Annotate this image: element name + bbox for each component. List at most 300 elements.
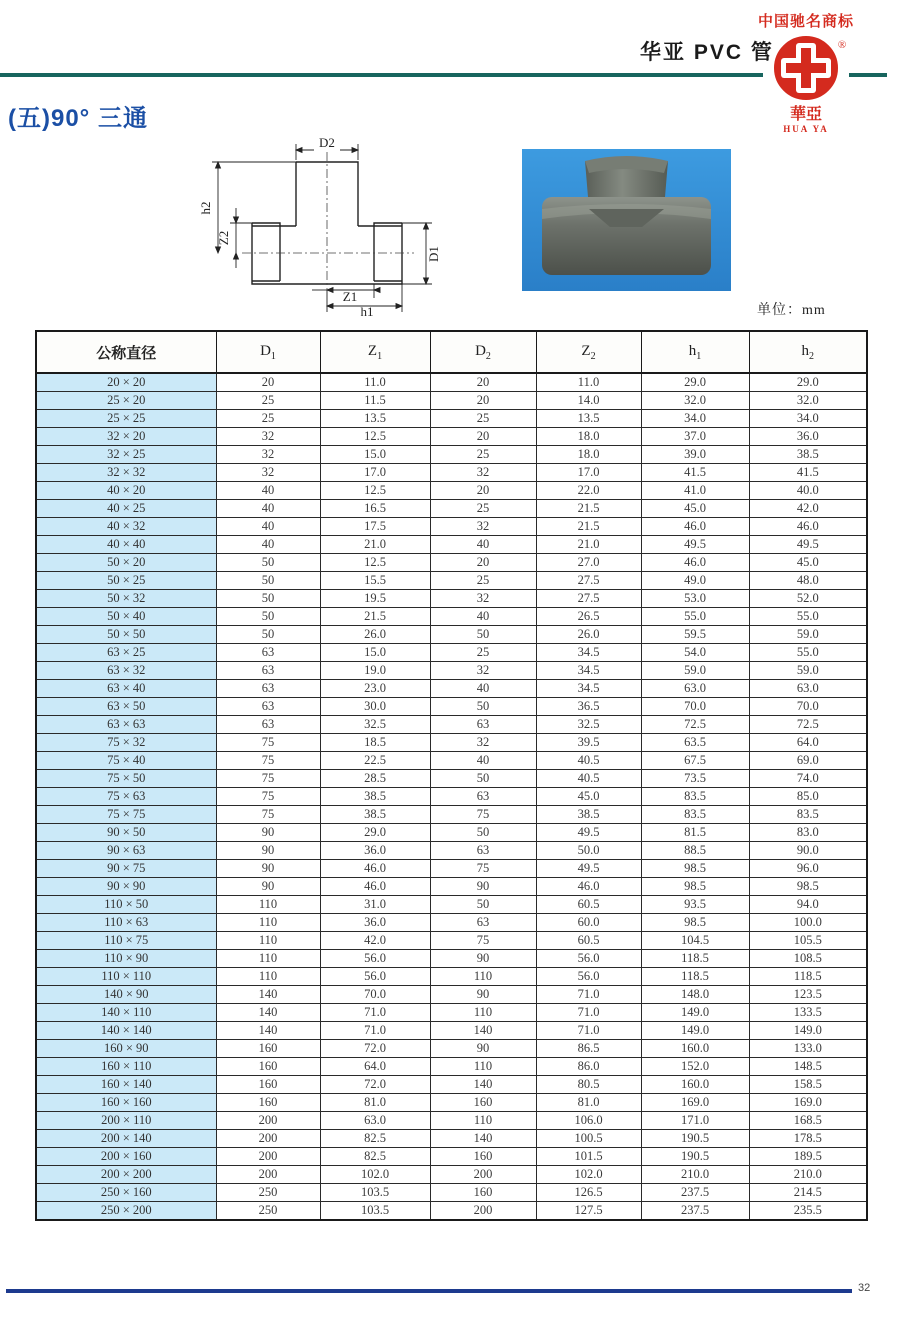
cell: 72.5 [749,716,867,734]
cell: 40 [216,500,320,518]
table-row [36,788,867,806]
cell: 45.0 [536,788,641,806]
cell: 38.5 [320,806,430,824]
cell: 32.5 [320,716,430,734]
cell: 13.5 [320,410,430,428]
cell: 20 [430,482,536,500]
cell: 250 [216,1202,320,1221]
table-row [36,392,867,410]
table-row [36,1130,867,1148]
table-row [36,716,867,734]
table-row [36,644,867,662]
cell: 70.0 [641,698,749,716]
cell: 46.0 [641,554,749,572]
cell: 160 [216,1058,320,1076]
cell: 168.5 [749,1112,867,1130]
cell: 12.5 [320,554,430,572]
cell: 56.0 [536,950,641,968]
row-label: 160 × 160 [36,1094,216,1112]
cell: 15.0 [320,644,430,662]
cell: 45.0 [749,554,867,572]
cell: 140 [216,1004,320,1022]
cell: 160 [430,1148,536,1166]
cell: 110 [216,968,320,986]
cell: 123.5 [749,986,867,1004]
cell: 140 [430,1130,536,1148]
cell: 12.5 [320,482,430,500]
unit-label: 单位：mm [757,303,826,318]
table-row [36,860,867,878]
column-header: $Z_1$ [320,331,430,373]
cell: 106.0 [536,1112,641,1130]
cell: 190.5 [641,1130,749,1148]
cell: 26.5 [536,608,641,626]
cell: 190.5 [641,1148,749,1166]
cell: 90 [430,878,536,896]
cell: 75 [430,860,536,878]
cell: 82.5 [320,1148,430,1166]
row-label: 200 × 110 [36,1112,216,1130]
huaya-logo-icon [762,26,854,138]
cell: 81.0 [320,1094,430,1112]
row-label: 50 × 50 [36,626,216,644]
cell: 127.5 [536,1202,641,1221]
cell: 118.5 [749,968,867,986]
row-label: 50 × 25 [36,572,216,590]
cell: 60.5 [536,896,641,914]
table-row [36,1040,867,1058]
cell: 29.0 [320,824,430,842]
cell: 110 [216,932,320,950]
row-label: 50 × 32 [36,590,216,608]
table-row [36,968,867,986]
cell: 23.0 [320,680,430,698]
table-row [36,410,867,428]
cell: 110 [216,914,320,932]
table-row [36,536,867,554]
row-label: 110 × 110 [36,968,216,986]
section-title: (五)90° 三通 [8,105,148,132]
cell: 67.5 [641,752,749,770]
cell: 63 [216,716,320,734]
dim-label-z1: Z1 [342,289,358,304]
cell: 18.0 [536,428,641,446]
row-label: 25 × 20 [36,392,216,410]
cell: 100.0 [749,914,867,932]
cell: 40 [216,518,320,536]
cell: 32.5 [536,716,641,734]
row-label: 75 × 40 [36,752,216,770]
cell: 72.0 [320,1076,430,1094]
table-row [36,1022,867,1040]
cell: 98.5 [641,860,749,878]
table-row [36,554,867,572]
cell: 32 [216,446,320,464]
cell: 140 [216,1022,320,1040]
cell: 20 [430,428,536,446]
table-row [36,842,867,860]
cell: 160.0 [641,1076,749,1094]
cell: 110 [430,1058,536,1076]
cell: 90 [216,824,320,842]
cell: 39.5 [536,734,641,752]
table-row [36,1166,867,1184]
row-label: 140 × 90 [36,986,216,1004]
cell: 19.5 [320,590,430,608]
row-label: 63 × 32 [36,662,216,680]
cell: 73.5 [641,770,749,788]
cell: 40 [216,482,320,500]
cell: 13.5 [536,410,641,428]
row-label: 32 × 25 [36,446,216,464]
column-header-name: 公称直径 [36,331,216,373]
row-label: 40 × 25 [36,500,216,518]
cell: 75 [216,788,320,806]
cell: 15.0 [320,446,430,464]
brand-title: 华亚 PVC 管 [640,41,774,64]
cell: 50 [430,698,536,716]
cell: 98.5 [641,914,749,932]
cell: 126.5 [536,1184,641,1202]
cell: 29.0 [641,373,749,392]
table-row [36,770,867,788]
cell: 27.5 [536,590,641,608]
cell: 148.0 [641,986,749,1004]
cell: 71.0 [536,986,641,1004]
cell: 149.0 [641,1004,749,1022]
cell: 11.5 [320,392,430,410]
cell: 105.5 [749,932,867,950]
table-row [36,698,867,716]
trademark-notice: 中国驰名商标 [758,13,855,30]
row-label: 200 × 200 [36,1166,216,1184]
cell: 40 [430,752,536,770]
cell: 75 [216,770,320,788]
cell: 64.0 [749,734,867,752]
cell: 15.5 [320,572,430,590]
cell: 90.0 [749,842,867,860]
cell: 36.0 [320,914,430,932]
cell: 49.5 [536,824,641,842]
cell: 210.0 [749,1166,867,1184]
table-row [36,464,867,482]
row-label: 63 × 25 [36,644,216,662]
cell: 200 [430,1202,536,1221]
row-label: 250 × 200 [36,1202,216,1221]
cell: 60.0 [536,914,641,932]
cell: 49.0 [641,572,749,590]
cell: 63.0 [320,1112,430,1130]
cell: 71.0 [536,1022,641,1040]
tee-dimension-diagram [192,138,452,316]
cell: 54.0 [641,644,749,662]
row-label: 40 × 40 [36,536,216,554]
dim-label-h1: h1 [360,304,374,316]
cell: 98.5 [749,878,867,896]
cell: 11.0 [320,373,430,392]
cell: 90 [430,1040,536,1058]
table-row [36,1094,867,1112]
row-label: 75 × 75 [36,806,216,824]
cell: 160 [430,1094,536,1112]
cell: 63 [430,716,536,734]
cell: 70.0 [320,986,430,1004]
cell: 75 [216,734,320,752]
cell: 160 [216,1076,320,1094]
cell: 34.0 [749,410,867,428]
cell: 42.0 [749,500,867,518]
cell: 200 [216,1112,320,1130]
cell: 34.5 [536,680,641,698]
cell: 235.5 [749,1202,867,1221]
cell: 83.5 [641,788,749,806]
row-label: 40 × 32 [36,518,216,536]
cell: 40 [216,536,320,554]
row-label: 32 × 20 [36,428,216,446]
row-label: 75 × 63 [36,788,216,806]
cell: 90 [430,950,536,968]
row-label: 32 × 32 [36,464,216,482]
cell: 22.0 [536,482,641,500]
row-label: 75 × 32 [36,734,216,752]
cell: 160.0 [641,1040,749,1058]
cell: 110 [216,896,320,914]
cell: 140 [216,986,320,1004]
cell: 36.5 [536,698,641,716]
cell: 49.5 [536,860,641,878]
row-label: 90 × 50 [36,824,216,842]
cell: 29.0 [749,373,867,392]
row-label: 250 × 160 [36,1184,216,1202]
cell: 200 [216,1166,320,1184]
cell: 50 [216,590,320,608]
row-label: 40 × 20 [36,482,216,500]
cell: 90 [216,860,320,878]
table-row [36,1112,867,1130]
cell: 86.0 [536,1058,641,1076]
row-label: 20 × 20 [36,373,216,392]
row-label: 63 × 50 [36,698,216,716]
cell: 20 [430,392,536,410]
cell: 237.5 [641,1202,749,1221]
row-label: 200 × 160 [36,1148,216,1166]
cell: 50.0 [536,842,641,860]
cell: 38.5 [749,446,867,464]
cell: 17.0 [320,464,430,482]
cell: 103.5 [320,1184,430,1202]
cell: 72.0 [320,1040,430,1058]
cell: 25 [216,410,320,428]
row-label: 90 × 63 [36,842,216,860]
cell: 59.0 [749,662,867,680]
cell: 104.5 [641,932,749,950]
cell: 50 [216,626,320,644]
cell: 12.5 [320,428,430,446]
cell: 21.5 [320,608,430,626]
cell: 39.0 [641,446,749,464]
cell: 28.5 [320,770,430,788]
row-label: 90 × 75 [36,860,216,878]
row-label: 140 × 140 [36,1022,216,1040]
cell: 46.0 [641,518,749,536]
row-label: 160 × 140 [36,1076,216,1094]
table-row [36,680,867,698]
cell: 14.0 [536,392,641,410]
cell: 26.0 [320,626,430,644]
cell: 21.0 [536,536,641,554]
cell: 25 [216,392,320,410]
cell: 102.0 [320,1166,430,1184]
cell: 140 [430,1076,536,1094]
cell: 63 [216,662,320,680]
table-header [36,331,867,373]
row-label: 50 × 40 [36,608,216,626]
cell: 200 [216,1130,320,1148]
registered-mark: ® [837,39,847,51]
cell: 22.5 [320,752,430,770]
row-label: 63 × 40 [36,680,216,698]
cell: 82.5 [320,1130,430,1148]
cell: 75 [430,806,536,824]
cell: 21.0 [320,536,430,554]
table-row [36,608,867,626]
cell: 11.0 [536,373,641,392]
cell: 21.5 [536,518,641,536]
cell: 71.0 [320,1022,430,1040]
cell: 93.5 [641,896,749,914]
dim-label-d2: D2 [319,138,335,150]
cell: 17.0 [536,464,641,482]
cell: 42.0 [320,932,430,950]
cell: 55.0 [749,644,867,662]
cell: 32.0 [641,392,749,410]
cell: 59.5 [641,626,749,644]
cell: 160 [430,1184,536,1202]
cell: 20 [216,373,320,392]
cell: 83.0 [749,824,867,842]
cell: 40 [430,608,536,626]
cell: 36.0 [320,842,430,860]
cell: 21.5 [536,500,641,518]
cell: 80.5 [536,1076,641,1094]
cell: 46.0 [749,518,867,536]
cell: 59.0 [641,662,749,680]
table-row [36,500,867,518]
cell: 40 [430,536,536,554]
footer-rule [6,1289,852,1293]
row-label: 140 × 110 [36,1004,216,1022]
cell: 74.0 [749,770,867,788]
row-label: 25 × 25 [36,410,216,428]
cell: 49.5 [749,536,867,554]
dim-label-d1: D1 [426,246,441,262]
table-row [36,373,867,392]
cell: 133.0 [749,1040,867,1058]
table-row [36,572,867,590]
table-row [36,1148,867,1166]
cell: 16.5 [320,500,430,518]
cell: 69.0 [749,752,867,770]
cell: 83.5 [749,806,867,824]
cell: 40.5 [536,770,641,788]
cell: 49.5 [641,536,749,554]
cell: 110 [430,1112,536,1130]
logo-cn-text: 華亞 [789,106,823,123]
cell: 75 [430,932,536,950]
table-row [36,950,867,968]
table-row [36,986,867,1004]
cell: 152.0 [641,1058,749,1076]
cell: 50 [216,572,320,590]
cell: 108.5 [749,950,867,968]
cell: 26.0 [536,626,641,644]
header-rule-left [0,73,763,77]
cell: 90 [216,842,320,860]
row-label: 110 × 75 [36,932,216,950]
cell: 60.5 [536,932,641,950]
cell: 38.5 [536,806,641,824]
cell: 20 [430,373,536,392]
cell: 25 [430,572,536,590]
cell: 46.0 [536,878,641,896]
column-header: $Z_2$ [536,331,641,373]
cell: 40.0 [749,482,867,500]
cell: 32 [216,428,320,446]
table-row [36,896,867,914]
table-row [36,752,867,770]
cell: 133.5 [749,1004,867,1022]
table-row [36,734,867,752]
row-label: 110 × 63 [36,914,216,932]
cell: 46.0 [320,878,430,896]
table-row [36,824,867,842]
cell: 32 [430,464,536,482]
cell: 158.5 [749,1076,867,1094]
cell: 30.0 [320,698,430,716]
cell: 52.0 [749,590,867,608]
cell: 18.5 [320,734,430,752]
row-label: 200 × 140 [36,1130,216,1148]
cell: 210.0 [641,1166,749,1184]
cell: 63.0 [749,680,867,698]
header-rule-right [849,73,887,77]
row-label: 160 × 110 [36,1058,216,1076]
cell: 96.0 [749,860,867,878]
table-row [36,518,867,536]
cell: 178.5 [749,1130,867,1148]
cell: 214.5 [749,1184,867,1202]
table-row [36,806,867,824]
cell: 55.0 [749,608,867,626]
row-label: 110 × 90 [36,950,216,968]
cell: 171.0 [641,1112,749,1130]
row-label: 50 × 20 [36,554,216,572]
table-row [36,482,867,500]
cell: 34.5 [536,644,641,662]
cell: 86.5 [536,1040,641,1058]
cell: 72.5 [641,716,749,734]
cell: 169.0 [641,1094,749,1112]
column-header: $h_1$ [641,331,749,373]
cell: 46.0 [320,860,430,878]
cell: 55.0 [641,608,749,626]
cell: 41.0 [641,482,749,500]
table-row [36,590,867,608]
cell: 40.5 [536,752,641,770]
table-row [36,662,867,680]
cell: 71.0 [320,1004,430,1022]
cell: 118.5 [641,950,749,968]
